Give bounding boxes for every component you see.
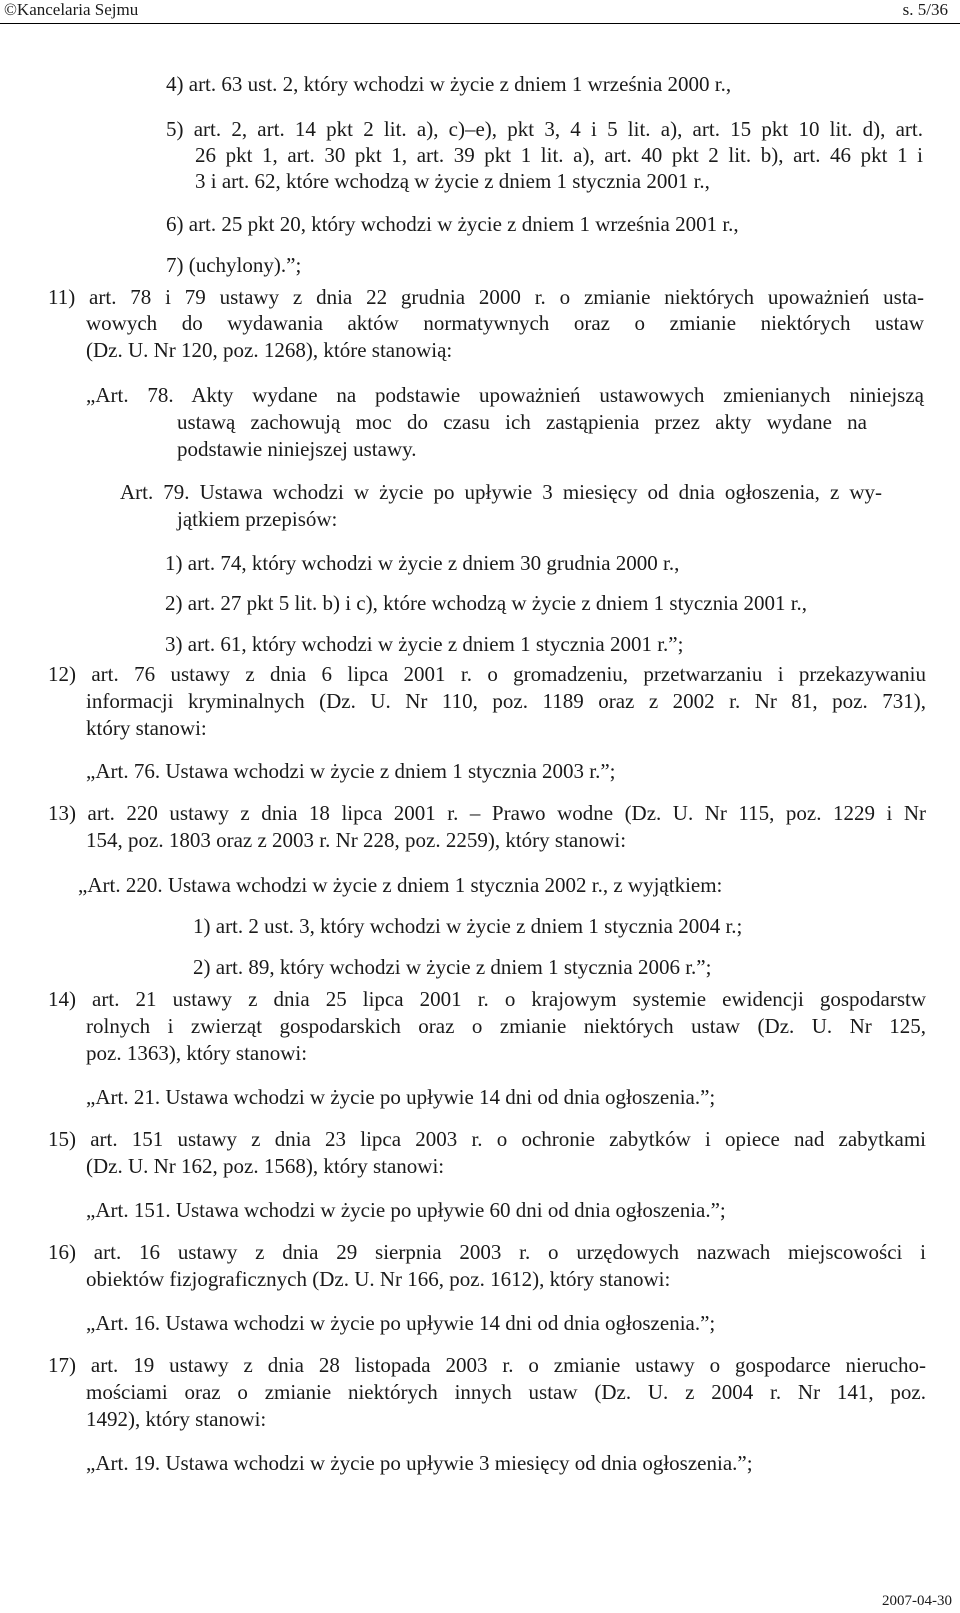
text-line: 16) art. 16 ustawy z dnia 29 sierpnia 2003 r. o urzędowych nazwach miejscowości i — [48, 1240, 926, 1264]
text-line: rolnych i zwierząt gospodarskich oraz o zmianie niektórych ustaw (Dz. U. Nr 125, — [86, 1014, 926, 1038]
text-line: podstawie niniejszej ustawy. — [177, 437, 417, 461]
text-line: „Art. 19. Ustawa wchodzi w życie po upływie 3 miesięcy od dnia ogłoszenia.”; — [86, 1451, 753, 1475]
text-line: 26 pkt 1, art. 30 pkt 1, art. 39 pkt 1 lit. a), art. 40 pkt 2 lit. b), art. 46 pkt 1 i — [195, 143, 923, 167]
text-line: 4) art. 63 ust. 2, który wchodzi w życie z dniem 1 września 2000 r., — [166, 72, 732, 96]
text-line: obiektów fizjograficznych (Dz. U. Nr 166, poz. 1612), który stanowi: — [86, 1267, 671, 1291]
page-header — [0, 0, 960, 25]
text-line: 13) art. 220 ustawy z dnia 18 lipca 2001 r. – Prawo wodne (Dz. U. Nr 115, poz. 1229 i Nr — [48, 801, 926, 825]
header-rule — [0, 23, 960, 24]
text-line: 6) art. 25 pkt 20, który wchodzi w życie z dniem 1 września 2001 r., — [166, 212, 739, 236]
text-line: „Art. 16. Ustawa wchodzi w życie po upływie 14 dni od dnia ogłoszenia.”; — [86, 1311, 716, 1335]
text-line: 7) (uchylony).”; — [166, 253, 302, 277]
text-line: 14) art. 21 ustawy z dnia 25 lipca 2001 r. o krajowym systemie ewidencji gospodarstw — [48, 987, 926, 1011]
text-line: 3) art. 61, który wchodzi w życie z dniem 1 stycznia 2001 r.”; — [165, 632, 684, 656]
page-footer-date: 2007-04-30 — [882, 1593, 952, 1609]
text-line: który stanowi: — [86, 716, 207, 740]
text-line: „Art. 76. Ustawa wchodzi w życie z dniem 1 stycznia 2003 r.”; — [86, 759, 616, 783]
text-line: „Art. 78. Akty wydane na podstawie upoważnień ustawowych zmienianych niniejszą — [86, 383, 924, 407]
text-line: 1492), który stanowi: — [86, 1407, 267, 1431]
text-line: 12) art. 76 ustawy z dnia 6 lipca 2001 r. o gromadzeniu, przetwarzaniu i przekazywaniu — [48, 662, 926, 686]
text-line: informacji kryminalnych (Dz. U. Nr 110, poz. 1189 oraz z 2002 r. Nr 81, poz. 731), — [86, 689, 926, 713]
text-line: 154, poz. 1803 oraz z 2003 r. Nr 228, poz. 2259), który stanowi: — [86, 828, 627, 852]
text-line: 15) art. 151 ustawy z dnia 23 lipca 2003 r. o ochronie zabytków i opiece nad zabytkami — [48, 1127, 926, 1151]
text-line: „Art. 151. Ustawa wchodzi w życie po upływie 60 dni od dnia ogłoszenia.”; — [86, 1198, 726, 1222]
page-number: s. 5/36 — [902, 0, 948, 19]
text-line: 3 i art. 62, które wchodzą w życie z dniem 1 stycznia 2001 r., — [195, 169, 710, 193]
text-line: Art. 79. Ustawa wchodzi w życie po upływie 3 miesięcy od dnia ogłoszenia, z wy- — [120, 480, 882, 504]
text-line: 11) art. 78 i 79 ustawy z dnia 22 grudnia 2000 r. o zmianie niektórych upoważnień usta- — [48, 285, 924, 309]
text-line: ustawą zachowują moc do czasu ich zastąpienia przez akty wydane na — [177, 410, 867, 434]
text-line: jątkiem przepisów: — [177, 507, 338, 531]
text-line: 2) art. 27 pkt 5 lit. b) i c), które wchodzą w życie z dniem 1 stycznia 2001 r., — [165, 591, 808, 615]
text-line: poz. 1363), który stanowi: — [86, 1041, 308, 1065]
text-line: 2) art. 89, który wchodzi w życie z dniem 1 stycznia 2006 r.”; — [193, 955, 712, 979]
text-line: mościami oraz o zmianie niektórych innych ustaw (Dz. U. z 2004 r. Nr 141, poz. — [86, 1380, 926, 1404]
text-line: „Art. 220. Ustawa wchodzi w życie z dniem 1 stycznia 2002 r., z wyjątkiem: — [78, 873, 723, 897]
text-line: 1) art. 74, który wchodzi w życie z dniem 30 grudnia 2000 r., — [165, 551, 680, 575]
text-line: (Dz. U. Nr 162, poz. 1568), który stanowi: — [86, 1154, 445, 1178]
text-line: 1) art. 2 ust. 3, który wchodzi w życie z dniem 1 stycznia 2004 r.; — [193, 914, 743, 938]
text-line: „Art. 21. Ustawa wchodzi w życie po upływie 14 dni od dnia ogłoszenia.”; — [86, 1085, 716, 1109]
text-line: 5) art. 2, art. 14 pkt 2 lit. a), c)–e), pkt 3, 4 i 5 lit. a), art. 15 pkt 10 lit. d), art. — [166, 117, 923, 141]
header-source: ©Kancelaria Sejmu — [4, 0, 139, 19]
text-line: 17) art. 19 ustawy z dnia 28 listopada 2003 r. o zmianie ustawy o gospodarce nierucho- — [48, 1353, 926, 1377]
text-line: wowych do wydawania aktów normatywnych oraz o zmianie niektórych ustaw — [86, 311, 924, 335]
text-line: (Dz. U. Nr 120, poz. 1268), które stanowią: — [86, 338, 453, 362]
